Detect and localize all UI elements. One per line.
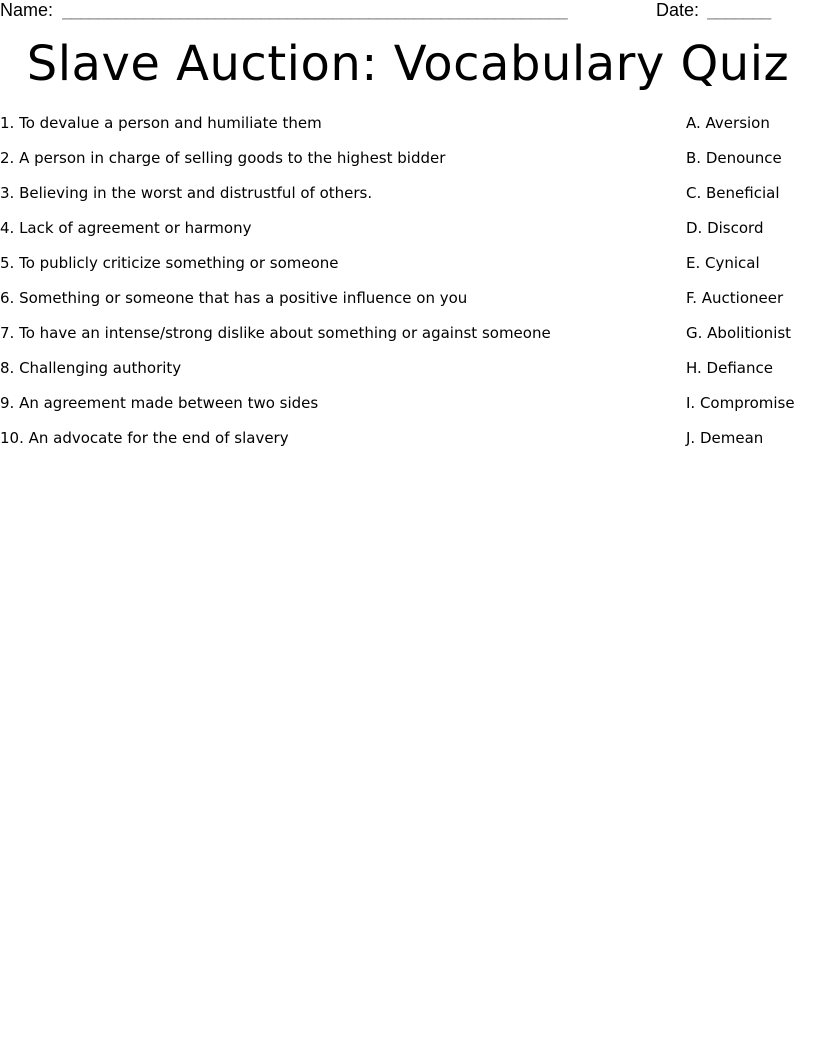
quiz-row bbox=[0, 425, 816, 460]
name-label: Name: bbox=[0, 0, 54, 20]
quiz-row bbox=[0, 250, 816, 285]
answer-option: I. Compromise bbox=[686, 394, 795, 412]
quiz-row bbox=[0, 355, 816, 390]
quiz-row bbox=[0, 215, 816, 250]
question-text: 10. An advocate for the end of slavery bbox=[0, 429, 289, 447]
question-text: 2. A person in charge of selling goods to the highest bidder bbox=[0, 149, 446, 167]
answer-option: H. Defiance bbox=[686, 359, 773, 377]
question-text: 8. Challenging authority bbox=[0, 359, 182, 377]
question-text: 3. Believing in the worst and distrustful of others. bbox=[0, 184, 373, 202]
quiz-row bbox=[0, 180, 816, 215]
answer-option: J. Demean bbox=[686, 429, 764, 447]
answer-option: C. Beneficial bbox=[686, 184, 780, 202]
quiz-list bbox=[0, 110, 816, 460]
question-text: 5. To publicly criticize something or someone bbox=[0, 254, 339, 272]
name-date-header bbox=[0, 0, 816, 22]
date-blank-line: _______ bbox=[707, 0, 771, 20]
quiz-row bbox=[0, 110, 816, 145]
answer-option: A. Aversion bbox=[686, 114, 770, 132]
quiz-row bbox=[0, 390, 816, 425]
question-text: 1. To devalue a person and humiliate them bbox=[0, 114, 322, 132]
quiz-row bbox=[0, 285, 816, 320]
question-text: 7. To have an intense/strong dislike about something or against someone bbox=[0, 324, 551, 342]
quiz-row bbox=[0, 320, 816, 355]
answer-option: G. Abolitionist bbox=[686, 324, 792, 342]
date-label: Date: bbox=[656, 0, 700, 20]
quiz-row bbox=[0, 145, 816, 180]
quiz-title: Slave Auction: Vocabulary Quiz bbox=[26, 36, 790, 92]
answer-option: B. Denounce bbox=[686, 149, 782, 167]
name-blank-line: ________________________________________________________ bbox=[62, 0, 567, 20]
question-text: 6. Something or someone that has a positive influence on you bbox=[0, 289, 468, 307]
question-text: 9. An agreement made between two sides bbox=[0, 394, 319, 412]
answer-option: E. Cynical bbox=[686, 254, 760, 272]
question-text: 4. Lack of agreement or harmony bbox=[0, 219, 252, 237]
answer-option: D. Discord bbox=[686, 219, 764, 237]
answer-option: F. Auctioneer bbox=[686, 289, 784, 307]
